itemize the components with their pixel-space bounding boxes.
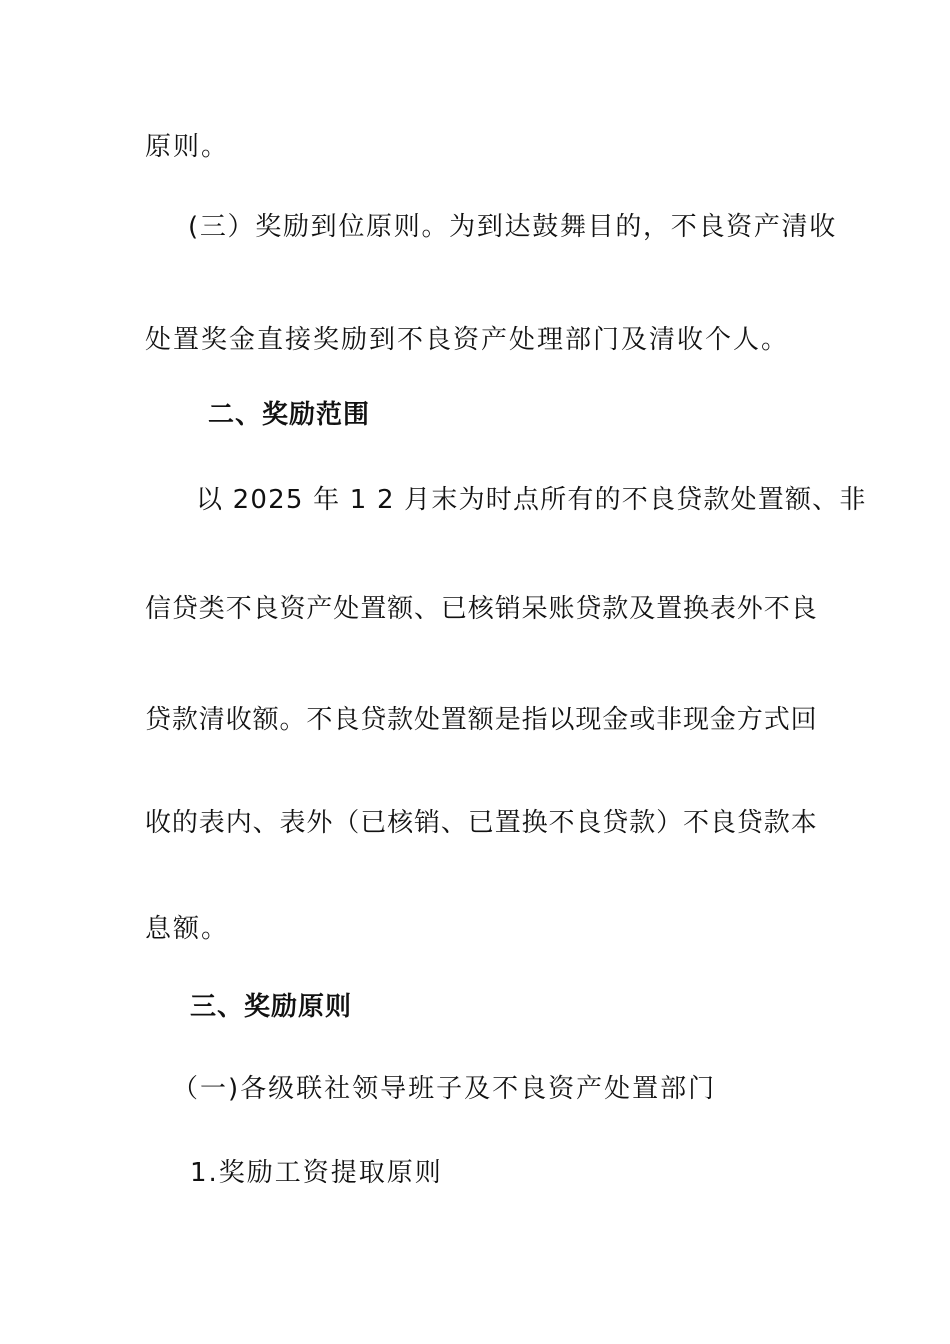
item-heading-1: 1.奖励工资提取原则: [190, 1158, 443, 1188]
paragraph-line-8: 收的表内、表外（已核销、已置换不良贷款）不良贷款本: [145, 808, 818, 838]
paragraph-line-3: 处置奖金直接奖励到不良资产处理部门及清收个人。: [145, 325, 790, 355]
paragraph-line-2: (三）奖励到位原则。为到达鼓舞目的，不良资产清收: [188, 212, 837, 242]
paragraph-line-6: 信贷类不良资产处置额、已核销呆账贷款及置换表外不良: [145, 594, 818, 624]
paragraph-line-5: 以 2025 年 1 2 月末为时点所有的不良贷款处置额、非: [196, 485, 867, 515]
paragraph-line-9: 息额。: [145, 914, 230, 944]
paragraph-line-7: 贷款清收额。不良贷款处置额是指以现金或非现金方式回: [145, 705, 818, 735]
section-heading-2: 二、奖励范围: [208, 400, 371, 430]
paragraph-line-1: 原则。: [145, 132, 230, 162]
section-heading-3: 三、奖励原则: [190, 992, 353, 1022]
subsection-heading-1: （一)各级联社领导班子及不良资产处置部门: [172, 1074, 717, 1104]
